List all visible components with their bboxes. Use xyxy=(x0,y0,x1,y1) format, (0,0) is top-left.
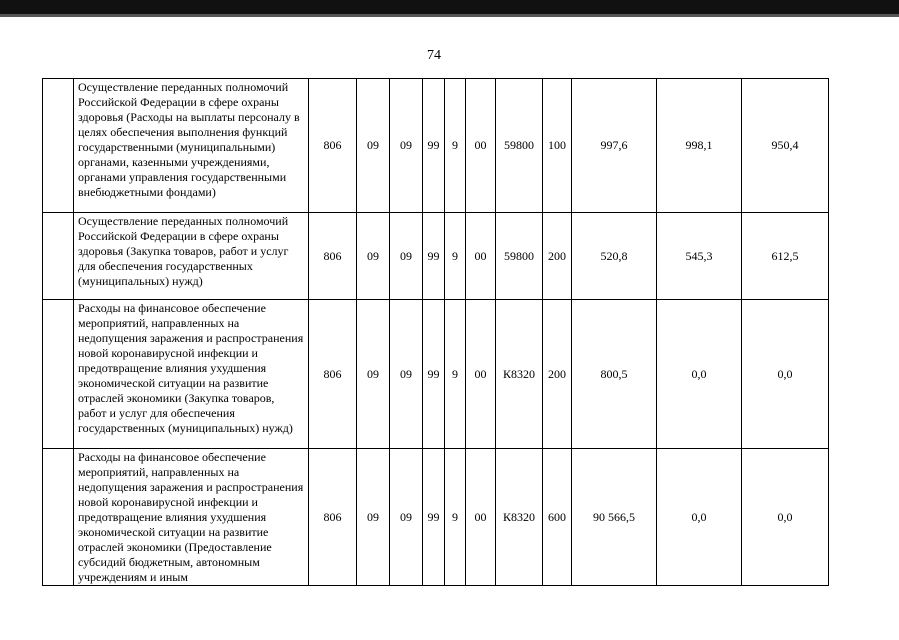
direction-code: 00 xyxy=(466,213,496,300)
direction-code: 00 xyxy=(466,449,496,586)
subsection-code: 09 xyxy=(390,449,423,586)
table-row xyxy=(43,449,829,586)
budget-table xyxy=(42,78,829,586)
empty-cell xyxy=(43,213,74,300)
amount-year-1: 800,5 xyxy=(572,300,657,449)
scan-top-border-shadow xyxy=(0,14,899,17)
expense-type-code: 200 xyxy=(543,213,572,300)
program-code: 99 xyxy=(423,300,445,449)
subsection-code: 09 xyxy=(390,213,423,300)
empty-cell xyxy=(43,300,74,449)
amount-year-1: 90 566,5 xyxy=(572,449,657,586)
ministry-code: 806 xyxy=(309,300,357,449)
subprogram-code: 9 xyxy=(445,213,466,300)
expense-name: Осуществление переданных полномочий Российской Федерации в сфере охраны здоровья (Закупка товаров, работ и услуг для обеспечения государственных (муниципальных) нужд) xyxy=(74,213,309,300)
section-code: 09 xyxy=(357,449,390,586)
empty-cell xyxy=(43,449,74,586)
table-row xyxy=(43,79,829,213)
expense-name: Расходы на финансовое обеспечение мероприятий, направленных на недопущения заражения и распространения новой коронавирусной инфекции и предотвращение влияния ухудшения экономической ситуации на развитие отраслей экономики (Закупка товаров, работ и услуг для обеспечения государственных (муниципальных) нужд) xyxy=(74,300,309,449)
subsection-code: 09 xyxy=(390,300,423,449)
subprogram-code: 9 xyxy=(445,79,466,213)
ministry-code: 806 xyxy=(309,213,357,300)
expense-name: Осуществление переданных полномочий Российской Федерации в сфере охраны здоровья (Расходы на выплаты персоналу в целях обеспечения выполнения функций государственными (муниципальными) органами, казенными учреждениями, органами управления государственными внебюджетными фондами) xyxy=(74,79,309,213)
scan-top-border xyxy=(0,0,899,14)
empty-cell xyxy=(43,79,74,213)
expense-type-code: 600 xyxy=(543,449,572,586)
expense-code: 59800 xyxy=(496,213,543,300)
expense-code: К8320 xyxy=(496,300,543,449)
subprogram-code: 9 xyxy=(445,300,466,449)
program-code: 99 xyxy=(423,449,445,586)
program-code: 99 xyxy=(423,79,445,213)
amount-year-2: 545,3 xyxy=(657,213,742,300)
amount-year-2: 998,1 xyxy=(657,79,742,213)
expense-name: Расходы на финансовое обеспечение мероприятий, направленных на недопущения заражения и распространения новой коронавирусной инфекции и предотвращение влияния ухудшения экономической ситуации на развитие отраслей экономики (Предоставление субсидий бюджетным, автономным учреждениям и иным xyxy=(74,449,309,586)
subprogram-code: 9 xyxy=(445,449,466,586)
expense-code: К8320 xyxy=(496,449,543,586)
amount-year-1: 997,6 xyxy=(572,79,657,213)
expense-code: 59800 xyxy=(496,79,543,213)
subsection-code: 09 xyxy=(390,79,423,213)
table-row xyxy=(43,213,829,300)
page-number: 74 xyxy=(427,48,441,63)
table-row xyxy=(43,300,829,449)
ministry-code: 806 xyxy=(309,449,357,586)
section-code: 09 xyxy=(357,79,390,213)
amount-year-2: 0,0 xyxy=(657,449,742,586)
section-code: 09 xyxy=(357,213,390,300)
amount-year-3: 612,5 xyxy=(742,213,829,300)
section-code: 09 xyxy=(357,300,390,449)
amount-year-1: 520,8 xyxy=(572,213,657,300)
ministry-code: 806 xyxy=(309,79,357,213)
program-code: 99 xyxy=(423,213,445,300)
expense-type-code: 200 xyxy=(543,300,572,449)
amount-year-2: 0,0 xyxy=(657,300,742,449)
amount-year-3: 0,0 xyxy=(742,300,829,449)
expense-type-code: 100 xyxy=(543,79,572,213)
direction-code: 00 xyxy=(466,79,496,213)
direction-code: 00 xyxy=(466,300,496,449)
amount-year-3: 0,0 xyxy=(742,449,829,586)
amount-year-3: 950,4 xyxy=(742,79,829,213)
